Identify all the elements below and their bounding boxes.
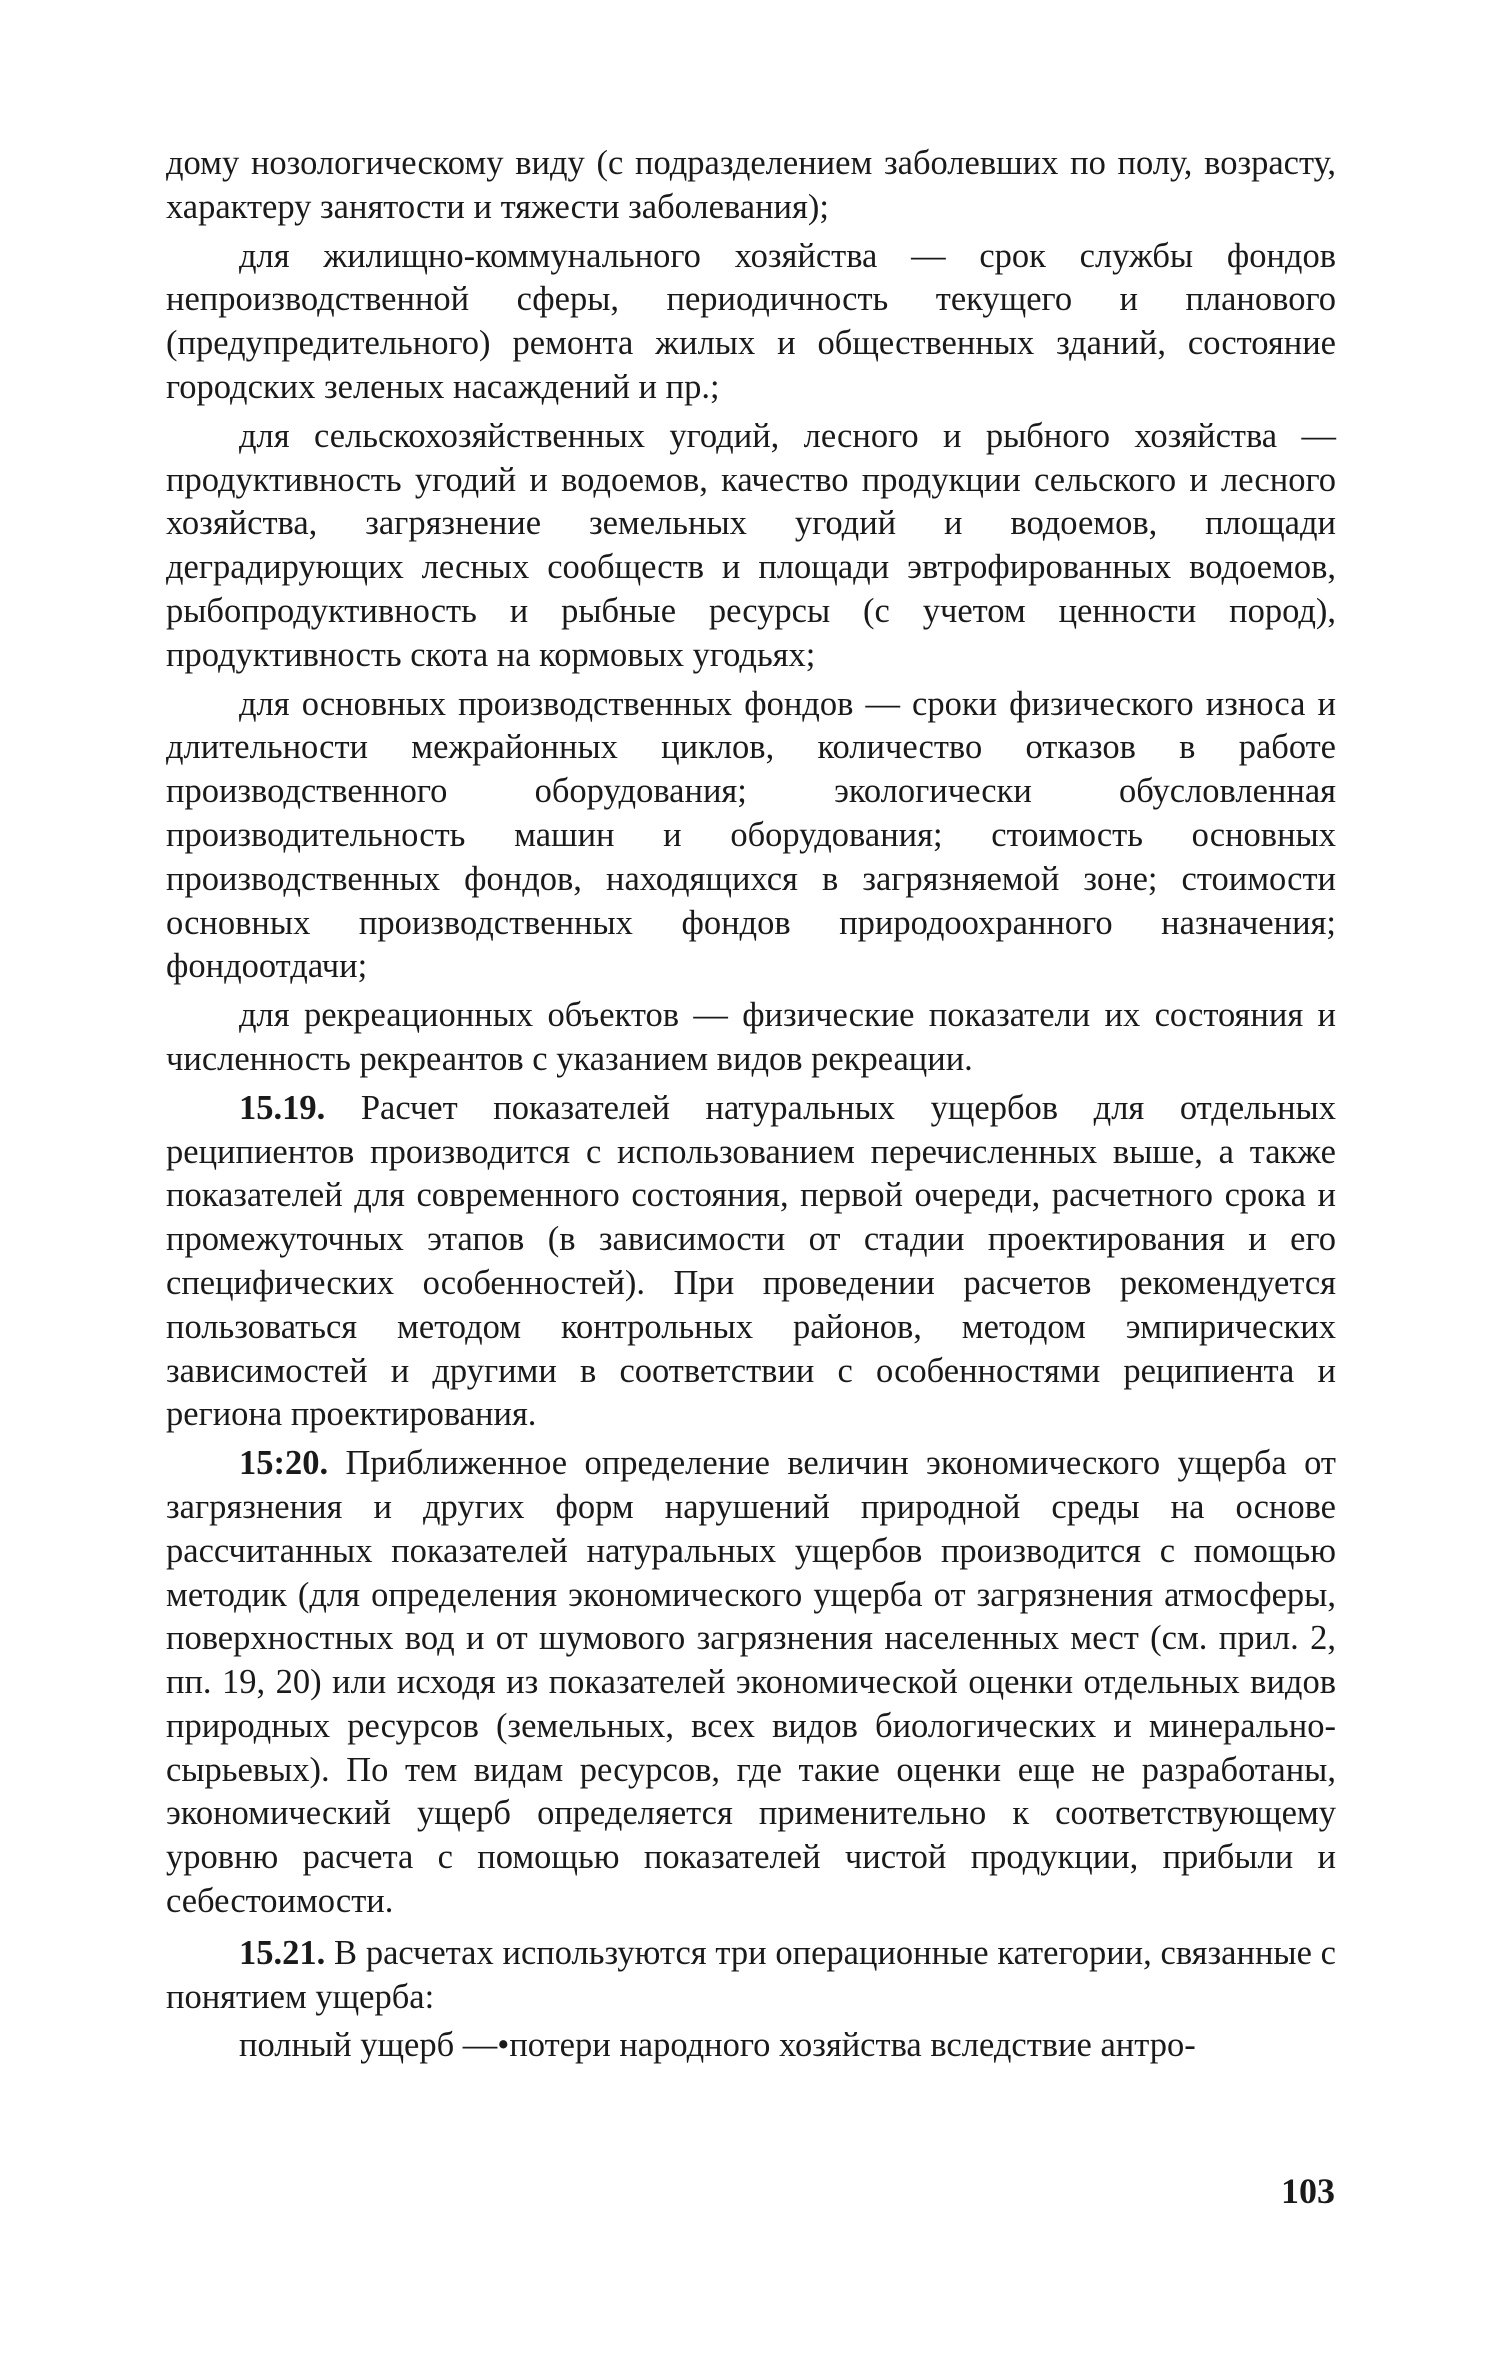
paragraph-text: В расчетах используются три операционные категории, связанные с понятием ущерба: [166,1933,1336,2016]
paragraph-text: для жилищно-коммунального хозяйства — срок службы фондов непроизводственной сферы, периодичность текущего и планового (предупредительного) ремонта жилых и общественных зданий, состояние городских зеленых насаждений и пр.; [166,236,1336,406]
paragraph-text: для основных производственных фондов — сроки физического износа и длительности межрайонных циклов, количество отказов в работе производственного оборудования; экологически обусловленная производительность машин и оборудования; стоимость основных производственных фондов, находящихся в загрязняемой зоне; стоимости основных производственных фондов природоохранного назначения; фондоотдачи; [166,684,1336,986]
page-body [166,142,1336,2073]
paragraph-housing [166,235,1336,410]
paragraph-agriculture [166,415,1336,678]
section-number: 15:20. [239,1444,329,1483]
paragraph-15-21 [166,1932,1336,2020]
paragraph-text: Расчет показателей натуральных ущербов для отдельных реципиентов производится с использованием перечисленных выше, а также показателей для современного состояния, первой очереди, расчетного срока и промежуточных этапов (в зависимости от стадии проектирования и его специфических особенностей). При проведении расчетов рекомендуется пользоваться методом контрольных районов, методом эмпирических зависимостей и другими в соответствии с особенностями реципиента и региона проектирования. [166,1088,1336,1434]
paragraph-text: дому нозологическому виду (с подразделением заболевших по полу, возрасту, характеру занятости и тяжести заболевания); [166,144,1336,226]
paragraph-15-20 [166,1442,1336,1924]
paragraph-text: полный ущерб —•потери народного хозяйства вследствие антро- [239,2026,1196,2065]
section-number: 15.21. [239,1933,326,1972]
paragraph-15-19 [166,1087,1336,1437]
paragraph-text: для рекреационных объектов — физические показатели их состояния и численность рекреантов с указанием видов рекреации. [166,996,1336,1078]
paragraph-continuation [166,142,1336,230]
section-number: 15.19. [239,1088,326,1127]
paragraph-text: Приближенное определение величин экономического ущерба от загрязнения и других форм нарушений природной среды на основе рассчитанных показателей натуральных ущербов производится с помощью методик (для определения экономического ущерба от загрязнения атмосферы, поверхностных вод и от шумового загрязнения населенных мест (см. прил. 2, пп. 19, 20) или исходя из показателей экономической оценки отдельных видов природных ресурсов (земельных, всех видов биологических и минерально-сырьевых). По тем видам ресурсов, где такие оценки еще не разработаны, экономический ущерб определяется применительно к соответствующему уровню расчета с помощью показателей чистой продукции, прибыли и себестоимости. [166,1444,1336,1921]
paragraph-text: для сельскохозяйственных угодий, лесного и рыбного хозяйства — продуктивность угодий и водоемов, качество продукции сельского и лесного хозяйства, загрязнение земельных угодий и водоемов, площади деградирующих лесных сообществ и площади эвтрофированных водоемов, рыбопродуктивность и рыбные ресурсы (с учетом ценности пород), продуктивность скота на кормовых угодьях; [166,416,1336,674]
page-number: 103 [1281,2171,1335,2211]
paragraph-recreation [166,994,1336,1082]
paragraph-production-funds [166,683,1336,990]
paragraph-full-damage [166,2024,1336,2068]
